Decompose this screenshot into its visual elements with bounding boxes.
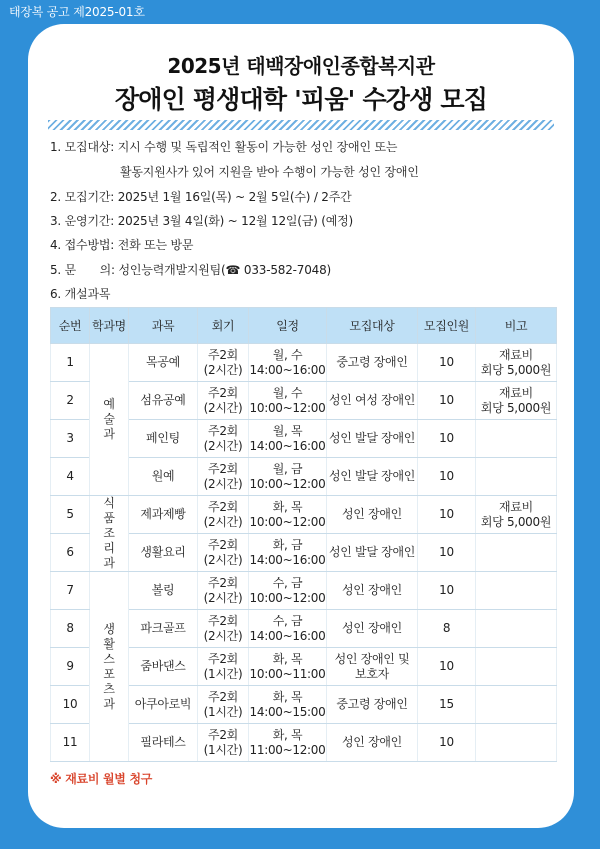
cell-sessions — [198, 572, 249, 610]
session-hours: (1시간) — [203, 704, 243, 719]
cell-count: 10 — [418, 382, 476, 420]
cell-subject: 파크골프 — [129, 610, 198, 648]
cell-schedule — [249, 686, 327, 724]
cell-subject: 필라테스 — [129, 724, 198, 762]
sessions-per-week: 주2회 — [208, 385, 238, 400]
schedule-days: 월, 수 — [272, 347, 303, 362]
cell-schedule — [249, 534, 327, 572]
cell-target — [327, 420, 418, 458]
cell-sessions — [198, 458, 249, 496]
dept-name: 식 품 조 리 과 — [103, 496, 115, 570]
schedule-time: 14:00~16:00 — [249, 552, 326, 567]
cell-subject: 페인팅 — [129, 420, 198, 458]
target-text: 중고령 장애인 — [336, 697, 408, 711]
cell-target — [327, 572, 418, 610]
session-hours: (2시간) — [203, 400, 243, 415]
schedule-time: 10:00~12:00 — [249, 400, 326, 415]
target-text: 중고령 장애인 — [336, 355, 408, 369]
info-period — [50, 188, 550, 205]
info-target-cont — [120, 163, 600, 180]
cell-target — [327, 610, 418, 648]
schedule-time: 11:00~12:00 — [249, 742, 326, 757]
session-hours: (2시간) — [203, 552, 243, 567]
cell-subject: 섬유공예 — [129, 382, 198, 420]
schedule-time: 14:00~15:00 — [249, 704, 326, 719]
table-row — [51, 496, 557, 534]
cell-dept — [90, 496, 129, 572]
cell-sessions — [198, 724, 249, 762]
cell-schedule — [249, 382, 327, 420]
note-line1: 재료비 — [499, 347, 533, 362]
cell-subject: 생활요리 — [129, 534, 198, 572]
schedule-days: 화, 목 — [272, 689, 303, 704]
cell-note — [476, 724, 557, 762]
cell-sessions — [198, 344, 249, 382]
notice-number: 태장복 공고 제2025-01호 — [9, 5, 145, 19]
target-text: 성인 장애인 — [342, 735, 402, 749]
cell-note — [476, 648, 557, 686]
schedule-time: 14:00~16:00 — [249, 628, 326, 643]
cell-sessions — [198, 420, 249, 458]
title-organization: 2025년 태백장애인종합복지관 — [167, 54, 435, 78]
cell-no: 8 — [51, 610, 90, 648]
schedule-days: 월, 금 — [272, 461, 303, 476]
schedule-time: 10:00~12:00 — [249, 476, 326, 491]
courses-table — [50, 307, 557, 762]
method-value: 전화 또는 방문 — [117, 238, 194, 252]
cell-no: 3 — [51, 420, 90, 458]
cell-no: 1 — [51, 344, 90, 382]
session-hours: (2시간) — [203, 590, 243, 605]
target-text-2: 보호자 — [355, 666, 389, 681]
sessions-per-week: 주2회 — [208, 499, 238, 514]
schedule-days: 화, 목 — [272, 499, 303, 514]
target-text: 성인 장애인 — [342, 583, 402, 597]
cell-count: 8 — [418, 610, 476, 648]
target-label: 1. 모집대상: — [50, 140, 115, 154]
operation-value: 2025년 3월 4일(화) ~ 12월 12일(금) (예정) — [117, 214, 354, 228]
sessions-per-week: 주2회 — [208, 651, 238, 666]
cell-note — [476, 686, 557, 724]
cell-subject: 목공예 — [129, 344, 198, 382]
cell-no: 2 — [51, 382, 90, 420]
cell-count: 10 — [418, 572, 476, 610]
cell-subject: 볼링 — [129, 572, 198, 610]
schedule-time: 10:00~12:00 — [249, 514, 326, 529]
note-line2: 회당 5,000원 — [480, 514, 552, 529]
session-hours: (2시간) — [203, 628, 243, 643]
cell-no: 6 — [51, 534, 90, 572]
cell-target — [327, 344, 418, 382]
header-subject: 과목 — [129, 308, 198, 344]
cell-no: 4 — [51, 458, 90, 496]
cell-no: 9 — [51, 648, 90, 686]
header-count: 모집인원 — [418, 308, 476, 344]
title-program: 장애인 평생대학 '피움' 수강생 모집 — [114, 85, 488, 114]
note-line1: 재료비 — [499, 499, 533, 514]
cell-no: 7 — [51, 572, 90, 610]
schedule-days: 화, 목 — [272, 651, 303, 666]
session-hours: (1시간) — [203, 666, 243, 681]
header-note: 비고 — [476, 308, 557, 344]
info-target — [50, 138, 550, 155]
method-label: 4. 접수방법: — [50, 238, 115, 252]
dept-name: 생 활 스 포 츠 과 — [103, 621, 115, 711]
cell-schedule — [249, 724, 327, 762]
schedule-days: 월, 수 — [272, 385, 303, 400]
period-value: 2025년 1월 16일(목) ~ 2월 5일(수) / 2주간 — [117, 190, 352, 204]
material-fee-note: ※ 재료비 월별 청구 — [50, 772, 153, 786]
sessions-per-week: 주2회 — [208, 727, 238, 742]
cell-target — [327, 496, 418, 534]
sessions-per-week: 주2회 — [208, 613, 238, 628]
sessions-per-week: 주2회 — [208, 461, 238, 476]
cell-subject: 제과제빵 — [129, 496, 198, 534]
cell-no: 11 — [51, 724, 90, 762]
cell-note — [476, 496, 557, 534]
session-hours: (2시간) — [203, 514, 243, 529]
session-hours: (2시간) — [203, 362, 243, 377]
cell-schedule — [249, 420, 327, 458]
cell-note — [476, 420, 557, 458]
sessions-per-week: 주2회 — [208, 575, 238, 590]
target-text: 성인 장애인 — [342, 507, 402, 521]
schedule-time: 10:00~11:00 — [249, 666, 326, 681]
notice-card — [28, 24, 574, 828]
info-operation — [50, 212, 550, 229]
note-line2: 회당 5,000원 — [480, 362, 552, 377]
info-method — [50, 236, 550, 253]
schedule-time: 10:00~12:00 — [249, 590, 326, 605]
target-text: 성인 발달 장애인 — [328, 469, 416, 483]
schedule-days: 화, 목 — [272, 727, 303, 742]
table-header-row — [51, 308, 557, 344]
cell-note — [476, 344, 557, 382]
cell-count: 10 — [418, 496, 476, 534]
cell-count: 10 — [418, 344, 476, 382]
cell-schedule — [249, 344, 327, 382]
cell-note — [476, 458, 557, 496]
cell-sessions — [198, 534, 249, 572]
divider-stripe-top — [48, 120, 554, 130]
cell-target — [327, 458, 418, 496]
cell-target — [327, 648, 418, 686]
session-hours: (1시간) — [203, 742, 243, 757]
note-line1: 재료비 — [499, 385, 533, 400]
header-dept: 학과명 — [90, 308, 129, 344]
cell-schedule — [249, 496, 327, 534]
cell-no: 10 — [51, 686, 90, 724]
target-line1: 지시 수행 및 독립적인 활동이 가능한 성인 장애인 또는 — [117, 140, 398, 154]
table-row — [51, 344, 557, 382]
schedule-time: 14:00~16:00 — [249, 438, 326, 453]
target-text: 성인 여성 장애인 — [328, 393, 416, 407]
schedule-days: 수, 금 — [272, 613, 303, 628]
header-sessions: 회기 — [198, 308, 249, 344]
cell-schedule — [249, 610, 327, 648]
cell-schedule — [249, 572, 327, 610]
contact-value: 성인능력개발지원팀(☎ 033-582-7048) — [118, 263, 331, 277]
target-text: 성인 발달 장애인 — [328, 431, 416, 445]
cell-subject: 아쿠아로빅 — [129, 686, 198, 724]
cell-sessions — [198, 648, 249, 686]
sessions-per-week: 주2회 — [208, 347, 238, 362]
cell-dept — [90, 572, 129, 762]
cell-sessions — [198, 686, 249, 724]
target-text: 성인 발달 장애인 — [328, 545, 416, 559]
cell-no: 5 — [51, 496, 90, 534]
cell-target — [327, 382, 418, 420]
sessions-per-week: 주2회 — [208, 689, 238, 704]
header-target: 모집대상 — [327, 308, 418, 344]
cell-count: 10 — [418, 420, 476, 458]
cell-schedule — [249, 648, 327, 686]
dept-name: 예 술 과 — [103, 397, 115, 441]
header-schedule: 일정 — [249, 308, 327, 344]
cell-note — [476, 534, 557, 572]
cell-target — [327, 686, 418, 724]
cell-note — [476, 382, 557, 420]
header-no: 순번 — [51, 308, 90, 344]
cell-subject: 원예 — [129, 458, 198, 496]
target-line2: 활동지원사가 있어 지원을 받아 수행이 가능한 성인 장애인 — [120, 165, 419, 179]
courses-label: 6. 개설과목 — [50, 287, 111, 301]
cell-note — [476, 572, 557, 610]
cell-count: 10 — [418, 724, 476, 762]
note-line2: 회당 5,000원 — [480, 400, 552, 415]
schedule-days: 월, 목 — [272, 423, 303, 438]
cell-note — [476, 610, 557, 648]
target-text: 성인 장애인 — [342, 621, 402, 635]
cell-count: 10 — [418, 534, 476, 572]
cell-target — [327, 534, 418, 572]
schedule-days: 화, 금 — [272, 537, 303, 552]
period-label: 2. 모집기간: — [50, 190, 115, 204]
cell-sessions — [198, 610, 249, 648]
cell-schedule — [249, 458, 327, 496]
session-hours: (2시간) — [203, 438, 243, 453]
operation-label: 3. 운영기간: — [50, 214, 115, 228]
table-row — [51, 572, 557, 610]
cell-subject: 줌바댄스 — [129, 648, 198, 686]
schedule-days: 수, 금 — [272, 575, 303, 590]
cell-sessions — [198, 496, 249, 534]
cell-sessions — [198, 382, 249, 420]
schedule-time: 14:00~16:00 — [249, 362, 326, 377]
cell-count: 10 — [418, 648, 476, 686]
info-courses — [50, 285, 550, 302]
cell-count: 10 — [418, 458, 476, 496]
contact-label: 5. 문 의: — [50, 263, 115, 277]
target-text: 성인 장애인 및 — [334, 651, 410, 666]
cell-dept — [90, 344, 129, 496]
sessions-per-week: 주2회 — [208, 537, 238, 552]
cell-target — [327, 724, 418, 762]
info-contact — [50, 261, 550, 278]
session-hours: (2시간) — [203, 476, 243, 491]
cell-count: 15 — [418, 686, 476, 724]
sessions-per-week: 주2회 — [208, 423, 238, 438]
